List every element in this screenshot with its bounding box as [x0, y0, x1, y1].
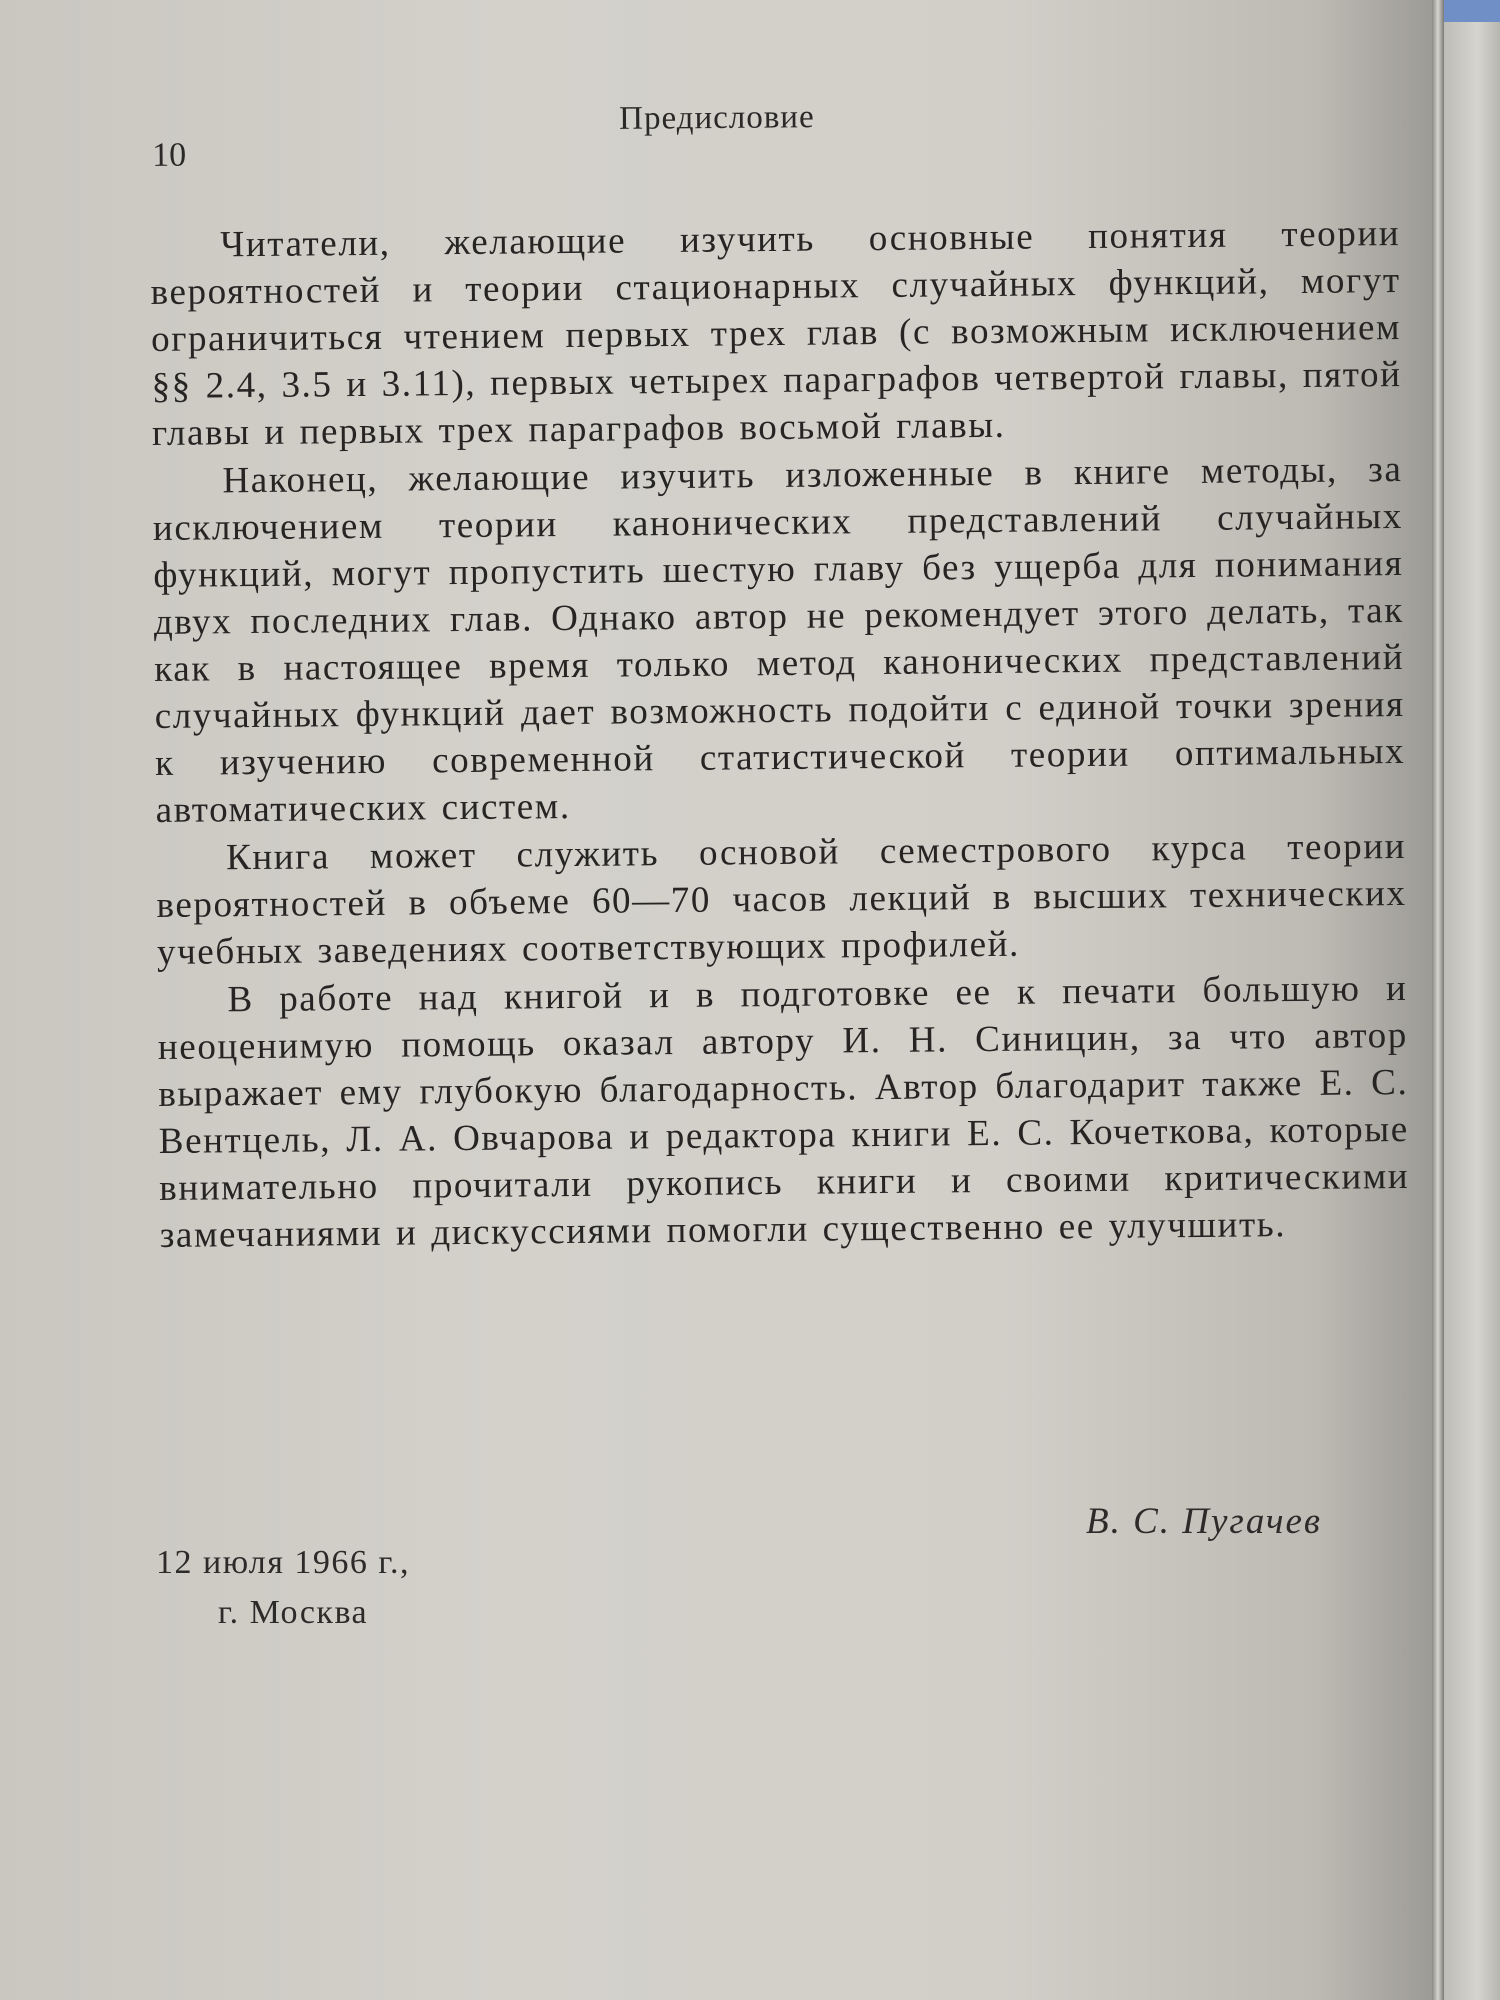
page-number: 10: [152, 136, 187, 174]
paragraph: Книга может служить основой семестрового курса теории вероятностей в объеме 60—70 часов лекций в высших технических учебных заведениях соответствующих профилей.: [156, 825, 1407, 973]
place: г. Москва: [218, 1594, 369, 1631]
running-head: [152, 95, 1282, 174]
body-text: [150, 210, 1410, 1260]
author-signature: В. С. Пугачев: [1085, 1501, 1322, 1542]
paragraph: Читатели, желающие изучить основные понятия теории вероятностей и теории стационарных случайных функций, могут ограничиться чтением первых трех глав (с возможным исключением §§ 2.4, 3.5 и 3.11), первых четырех параграфов четвертой главы, пятой главы и первых трех параграфов восьмой главы.: [150, 213, 1402, 454]
date: 12 июля 1966 г.,: [156, 1544, 410, 1581]
paragraph: В работе над книгой и в подготовке ее к печати большую и неоценимую помощь оказал автору И. Н. Синицин, за что автор выражает ему глубокую благодарность. Автор благодарит также Е. С. Вентцель, Л. А. Овчарова и редактора книги Е. С. Кочеткова, которые внимательно прочитали рукопись книги и своими критическими замечаниями и дискуссиями помогли существенно ее улучшить.: [157, 967, 1410, 1256]
bookmark-stripe: [1444, 0, 1500, 22]
paragraph: Наконец, желающие изучить изложенные в книге методы, за исключением теории канонических представлений случайных функций, могут пропустить шестую главу без ущерба для понимания двух последних глав. Однако автор не рекомендует этого делать, так как в настоящее время только метод канонических представлений случайных функций дает возможность подойти с единой точки зрения к изучению современной статистической теории оптимальных автоматических систем.: [152, 448, 1406, 831]
page-edge: [1432, 0, 1444, 2000]
chapter-title: Предисловие: [618, 99, 815, 137]
date-place: [156, 1538, 410, 1638]
next-page-edge: [1444, 0, 1500, 2000]
